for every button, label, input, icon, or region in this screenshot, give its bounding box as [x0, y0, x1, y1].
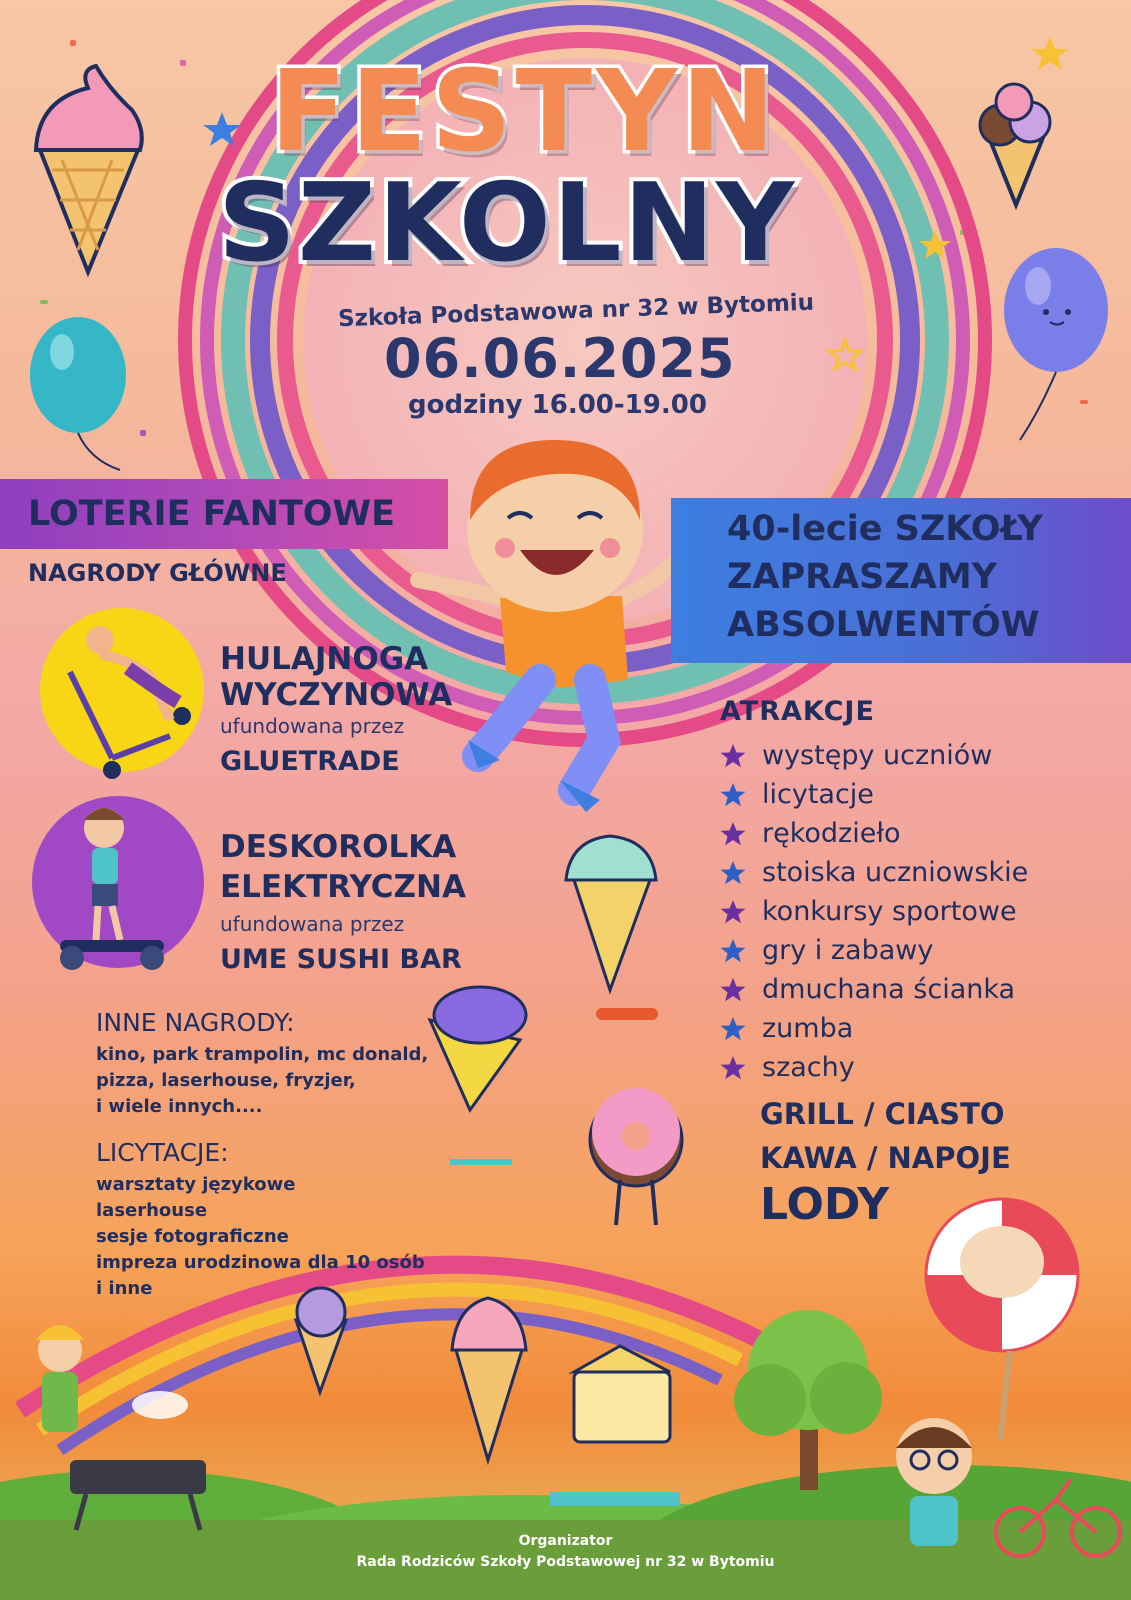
balloon-purple-icon	[1004, 248, 1108, 440]
attraction-item	[720, 931, 1028, 970]
prize-2-name-line2: ELEKTRYCZNA	[220, 869, 466, 905]
attractions-list	[720, 736, 1028, 1087]
balloon-teal-icon	[30, 317, 126, 470]
food-line1: GRILL / CIASTO	[760, 1097, 1005, 1131]
other-prizes-line: kino, park trampolin, mc donald,	[96, 1044, 429, 1065]
main-prizes-label: NAGRODY GŁÓWNE	[28, 559, 287, 587]
auction-line: impreza urodzinowa dla 10 osób	[96, 1252, 425, 1274]
auctions-list	[96, 1172, 425, 1302]
attraction-label: rękodzieło	[762, 818, 901, 849]
star-bullet-icon	[720, 821, 746, 847]
donut-mascot-icon	[590, 1088, 682, 1225]
school-name: Szkoła Podstawowa nr 32 w Bytomiu	[337, 289, 815, 333]
event-date: 06.06.2025	[384, 327, 736, 390]
attraction-item	[720, 1048, 1028, 1087]
scooter-rider-icon	[40, 608, 204, 779]
anniversary-line2: ZAPRASZAMY	[727, 557, 998, 597]
anniversary-line1: 40-lecie SZKOŁY	[727, 509, 1043, 549]
hoverboard-girl-icon	[32, 796, 204, 970]
ice-cream-skater-icon	[566, 836, 658, 1020]
attraction-label: stoiska uczniowskie	[762, 857, 1029, 888]
other-prizes-list	[96, 1042, 428, 1120]
organizer-name: Rada Rodziców Szkoły Podstawowej nr 32 w Bytomiu	[356, 1554, 775, 1570]
cake-slice-mascot-icon	[550, 1346, 680, 1506]
attraction-label: szachy	[762, 1052, 855, 1083]
other-prizes-title: INNE NAGRODY:	[96, 1008, 295, 1037]
prize-1-name-line1: HULAJNOGA	[220, 641, 429, 677]
star-bullet-icon	[720, 1016, 746, 1042]
lottery-banner	[0, 479, 448, 549]
star-bullet-icon	[720, 860, 746, 886]
star-bullet-icon	[720, 938, 746, 964]
attraction-label: gry i zabawy	[762, 935, 934, 966]
food-line3: LODY	[760, 1179, 890, 1230]
ice-cream-scoops-icon	[980, 84, 1050, 205]
star-bullet-icon	[720, 899, 746, 925]
attraction-label: występy uczniów	[762, 740, 993, 771]
lollipop-mascot-icon	[926, 1199, 1078, 1440]
auction-line: i inne	[96, 1278, 153, 1300]
star-bullet-icon	[720, 743, 746, 769]
attraction-item	[720, 1009, 1028, 1048]
anniversary-banner	[671, 498, 1131, 663]
anniversary-line3: ABSOLWENTÓW	[727, 605, 1040, 645]
attraction-item	[720, 892, 1028, 931]
attractions-title: ATRAKCJE	[720, 696, 875, 727]
food-line2: KAWA / NAPOJE	[760, 1141, 1011, 1175]
auction-line: warsztaty językowe	[96, 1174, 296, 1195]
attraction-item	[720, 775, 1028, 814]
title-festyn: FESTYN	[270, 47, 779, 177]
lottery-banner-label: LOTERIE FANTOWE	[28, 494, 396, 534]
event-hours: godziny 16.00-19.00	[408, 390, 707, 420]
title-szkolny: SZKOLNY	[218, 161, 797, 286]
attraction-item	[720, 814, 1028, 853]
organizer-label: Organizator	[518, 1533, 613, 1549]
prize-1-name-line2: WYCZYNOWA	[220, 677, 453, 713]
attraction-label: licytacje	[762, 779, 874, 810]
other-prizes-line: i wiele innych....	[96, 1096, 263, 1118]
star-bullet-icon	[720, 977, 746, 1003]
attraction-item	[720, 853, 1028, 892]
prize-1-sponsor: GLUETRADE	[220, 746, 400, 777]
auction-line: laserhouse	[96, 1200, 208, 1222]
attraction-item	[720, 736, 1028, 775]
attraction-label: dmuchana ścianka	[762, 974, 1016, 1005]
prize-2-sponsor: UME SUSHI BAR	[220, 944, 462, 975]
prize-2-funded-by: ufundowana przez	[220, 912, 405, 936]
star-bullet-icon	[720, 1055, 746, 1081]
star-bullet-icon	[720, 782, 746, 808]
attraction-item	[720, 970, 1028, 1009]
other-prizes-line: pizza, laserhouse, fryzjer,	[96, 1070, 356, 1092]
prize-2-name-line1: DESKOROLKA	[220, 829, 457, 865]
auctions-title: LICYTACJE:	[96, 1138, 229, 1167]
attraction-label: zumba	[762, 1013, 854, 1044]
ice-cream-cone-icon	[36, 66, 142, 272]
slushie-scooter-icon	[430, 987, 526, 1162]
auction-line: sesje fotograficzne	[96, 1226, 289, 1248]
attraction-label: konkursy sportowe	[762, 896, 1017, 927]
prize-1-funded-by: ufundowana przez	[220, 714, 405, 738]
